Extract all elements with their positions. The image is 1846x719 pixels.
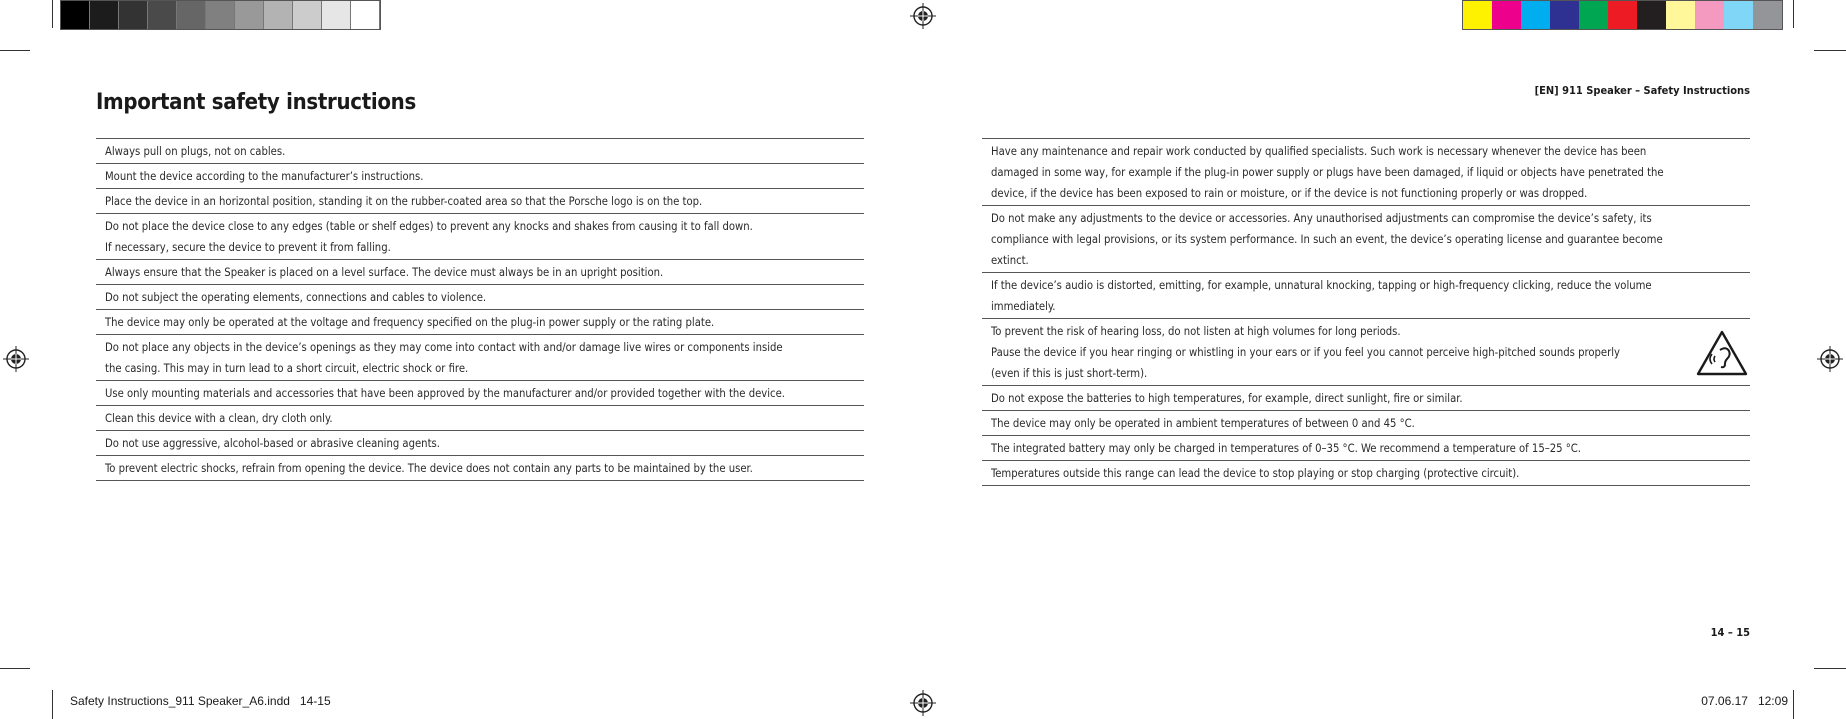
color-swatch — [1637, 1, 1666, 29]
color-swatch — [1608, 1, 1637, 29]
instruction-text: The device may only be operated in ambient temperatures of between 0 and 45 °C. — [991, 417, 1415, 430]
instruction-text: Do not use aggressive, alcohol-based or abrasive cleaning agents. — [105, 437, 440, 450]
registration-mark-icon — [910, 690, 936, 716]
instruction-text: immediately. — [991, 300, 1056, 313]
crop-mark — [0, 50, 30, 51]
instruction-text: If the device’s audio is distorted, emitting, for example, unnatural knocking, tapping or high-frequency clicking, reduce the volume — [991, 279, 1652, 292]
instruction-text: Clean this device with a clean, dry cloth only. — [105, 412, 333, 425]
instruction-text: Always pull on plugs, not on cables. — [105, 145, 286, 158]
hearing-warning-icon — [1696, 330, 1748, 376]
instruction-text: Place the device in an horizontal position, standing it on the rubber-coated area so that the Porsche logo is on the top. — [105, 195, 703, 208]
instruction-item — [982, 410, 1750, 435]
color-swatch — [1521, 1, 1550, 29]
instruction-text: Have any maintenance and repair work conducted by qualified specialists. Such work is necessary whenever the device has been — [991, 145, 1647, 158]
gray-swatch — [293, 1, 322, 29]
instruction-text: Use only mounting materials and accessories that have been approved by the manufacturer and/or provided together with the device. — [105, 387, 785, 400]
instruction-item — [96, 380, 864, 405]
color-swatch — [1463, 1, 1492, 29]
gray-swatch — [206, 1, 235, 29]
instruction-text: Always ensure that the Speaker is placed on a level surface. The device must always be in an upright position. — [105, 266, 664, 279]
color-swatch — [1695, 1, 1724, 29]
instruction-item — [96, 405, 864, 430]
grayscale-color-bar — [60, 0, 381, 30]
instruction-item — [982, 318, 1750, 385]
slug-date-time: 07.06.17 12:09 — [1701, 694, 1788, 708]
instruction-item — [982, 205, 1750, 272]
crop-mark — [1814, 668, 1846, 669]
slug-file-name: Safety Instructions_911 Speaker_A6.indd 14-15 — [70, 694, 331, 708]
instruction-text: If necessary, secure the device to prevent it from falling. — [105, 241, 391, 254]
crop-mark — [52, 690, 53, 719]
registration-mark-icon — [1817, 346, 1843, 372]
instruction-text: extinct. — [991, 254, 1029, 267]
gray-swatch — [177, 1, 206, 29]
color-swatch — [1666, 1, 1695, 29]
instruction-item — [96, 163, 864, 188]
instruction-item — [982, 138, 1750, 205]
instruction-text: Do not place the device close to any edges (table or shelf edges) to prevent any knocks and shakes from causing it to fall down. — [105, 220, 753, 233]
gray-swatch — [148, 1, 177, 29]
instruction-item — [982, 435, 1750, 460]
page-number: 14 – 15 — [1710, 626, 1750, 639]
instruction-text: compliance with legal provisions, or its system performance. In such an event, the device’s operating license and guarantee become — [991, 233, 1663, 246]
instruction-item — [96, 188, 864, 213]
crop-mark — [0, 668, 30, 669]
instruction-text: Temperatures outside this range can lead the device to stop playing or stop charging (protective circuit). — [991, 467, 1520, 480]
color-swatch — [1579, 1, 1608, 29]
gray-swatch — [90, 1, 119, 29]
instruction-text: The device may only be operated at the voltage and frequency specified on the plug-in power supply or the rating plate. — [105, 316, 715, 329]
registration-mark-icon — [3, 346, 29, 372]
gray-swatch — [322, 1, 351, 29]
crop-mark — [1793, 690, 1794, 719]
instruction-item — [96, 138, 864, 163]
instruction-item — [96, 334, 864, 380]
instruction-text: the casing. This may in turn lead to a short circuit, electric shock or fire. — [105, 362, 469, 375]
gray-swatch — [235, 1, 264, 29]
instruction-text: damaged in some way, for example if the plug-in power supply or plugs have been damaged, if liquid or objects have penetrated the — [991, 166, 1664, 179]
instruction-item — [96, 213, 864, 259]
instruction-text: Do not place any objects in the device’s openings as they may come into contact with and/or damage live wires or components inside — [105, 341, 783, 354]
instruction-text: Mount the device according to the manufacturer’s instructions. — [105, 170, 424, 183]
instruction-text: device, if the device has been exposed to rain or moisture, or if the device is not functioning properly or was dropped. — [991, 187, 1588, 200]
crop-mark — [52, 0, 53, 28]
right-instruction-list — [982, 138, 1750, 486]
instruction-text: Pause the device if you hear ringing or whistling in your ears or if you feel you cannot perceive high-pitched sounds properly — [991, 346, 1620, 359]
instruction-item — [96, 430, 864, 455]
color-swatch — [1724, 1, 1753, 29]
instruction-item — [982, 272, 1750, 318]
crop-mark — [1814, 50, 1846, 51]
instruction-item — [96, 309, 864, 334]
gray-swatch — [351, 1, 380, 29]
instruction-text: Do not make any adjustments to the device or accessories. Any unauthorised adjustments can compromise the device’s safety, its — [991, 212, 1652, 225]
instruction-text: Do not subject the operating elements, connections and cables to violence. — [105, 291, 487, 304]
instruction-text: To prevent the risk of hearing loss, do not listen at high volumes for long periods. — [991, 325, 1401, 338]
registration-mark-icon — [910, 3, 936, 29]
instruction-text: To prevent electric shocks, refrain from opening the device. The device does not contain any parts to be maintained by the user. — [105, 462, 753, 475]
instruction-text: (even if this is just short-term). — [991, 367, 1148, 380]
instruction-item — [96, 284, 864, 309]
color-swatch — [1550, 1, 1579, 29]
running-header: [EN] 911 Speaker – Safety Instructions — [1534, 84, 1750, 97]
color-swatch — [1753, 1, 1782, 29]
process-color-bar — [1462, 0, 1783, 30]
gray-swatch — [119, 1, 148, 29]
instruction-item — [982, 385, 1750, 410]
instruction-text: Do not expose the batteries to high temperatures, for example, direct sunlight, fire or similar. — [991, 392, 1463, 405]
instruction-item — [96, 455, 864, 481]
instruction-item — [96, 259, 864, 284]
gray-swatch — [264, 1, 293, 29]
left-instruction-list — [96, 138, 864, 481]
instruction-item — [982, 460, 1750, 486]
crop-mark — [1793, 0, 1794, 28]
gray-swatch — [61, 1, 90, 29]
page-title: Important safety instructions — [96, 90, 416, 115]
color-swatch — [1492, 1, 1521, 29]
instruction-text: The integrated battery may only be charged in temperatures of 0–35 °C. We recommend a temperature of 15–25 °C. — [991, 442, 1582, 455]
